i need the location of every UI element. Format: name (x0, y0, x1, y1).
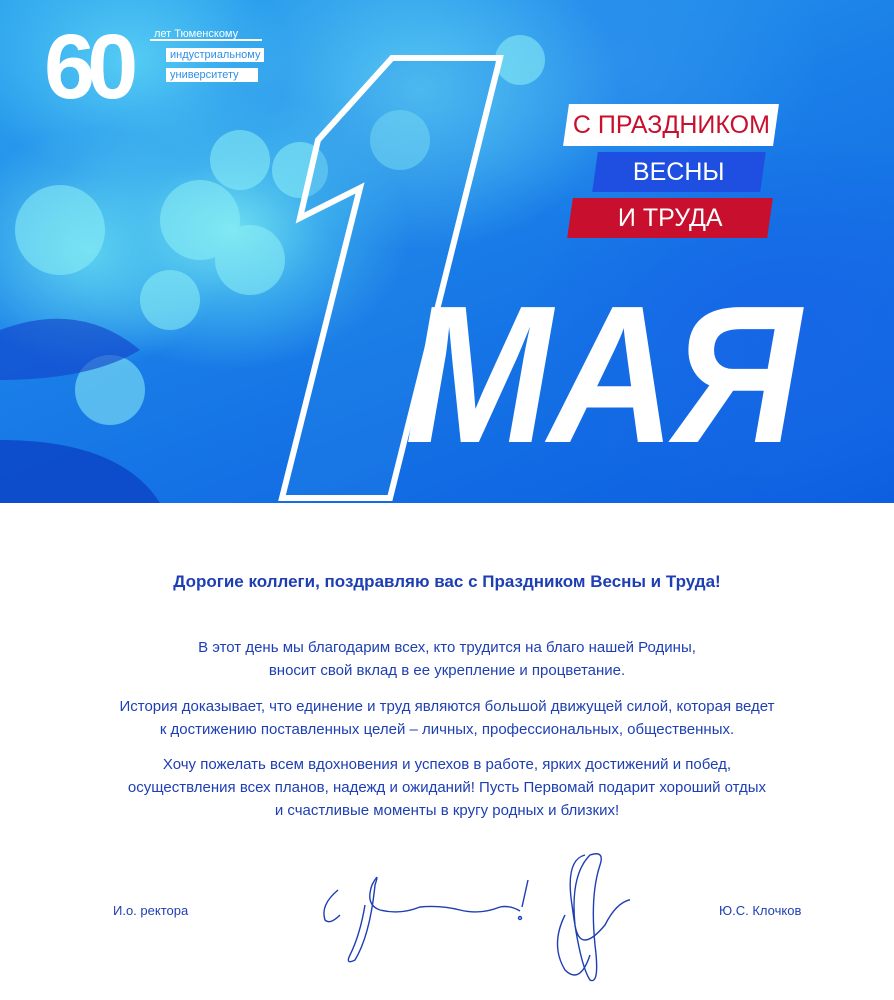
text-line: В этот день мы благодарим всех, кто трудится на благо нашей Родины, (198, 639, 696, 656)
signer-position: И.о. ректора (113, 903, 189, 918)
paragraph-2 (0, 695, 894, 741)
greeting-title: Дорогие коллеги, поздравляю вас с Праздником Весны и Труда! (173, 572, 721, 591)
banner-labor: И ТРУДА (567, 198, 773, 238)
logo-line1: лет Тюменскому (150, 27, 262, 41)
logo-number: 60 (44, 16, 131, 118)
banner-spring: ВЕСНЫ (592, 152, 766, 192)
banner-holiday: С ПРАЗДНИКОМ (563, 104, 779, 146)
text-line: вносит свой вклад в ее укрепление и процветание. (268, 662, 626, 679)
signer-name: Ю.С. Клочков (719, 903, 802, 918)
text-line: Хочу пожелать всем вдохновения и успехов в работе, ярких достижений и побед, (162, 756, 732, 773)
logo-line3: университету (166, 68, 258, 82)
text-line: История доказывает, что единение и труд являются большой движущей силой, которая ведет (119, 698, 775, 715)
logo-line2: индустриальному (166, 48, 264, 62)
paragraph-3 (0, 753, 894, 822)
paragraph-1 (0, 636, 894, 682)
text-line: и счастливые моменты в кругу родных и близких! (274, 802, 620, 819)
text-line: к достижению поставленных целей – личных, профессиональных, общественных. (159, 721, 735, 738)
text-line: осуществления всех планов, надежд и ожиданий! Пусть Первомай подарит хороший отдых (127, 779, 767, 796)
handwritten-signature (310, 845, 630, 995)
month-headline: МАЯ (405, 265, 798, 484)
